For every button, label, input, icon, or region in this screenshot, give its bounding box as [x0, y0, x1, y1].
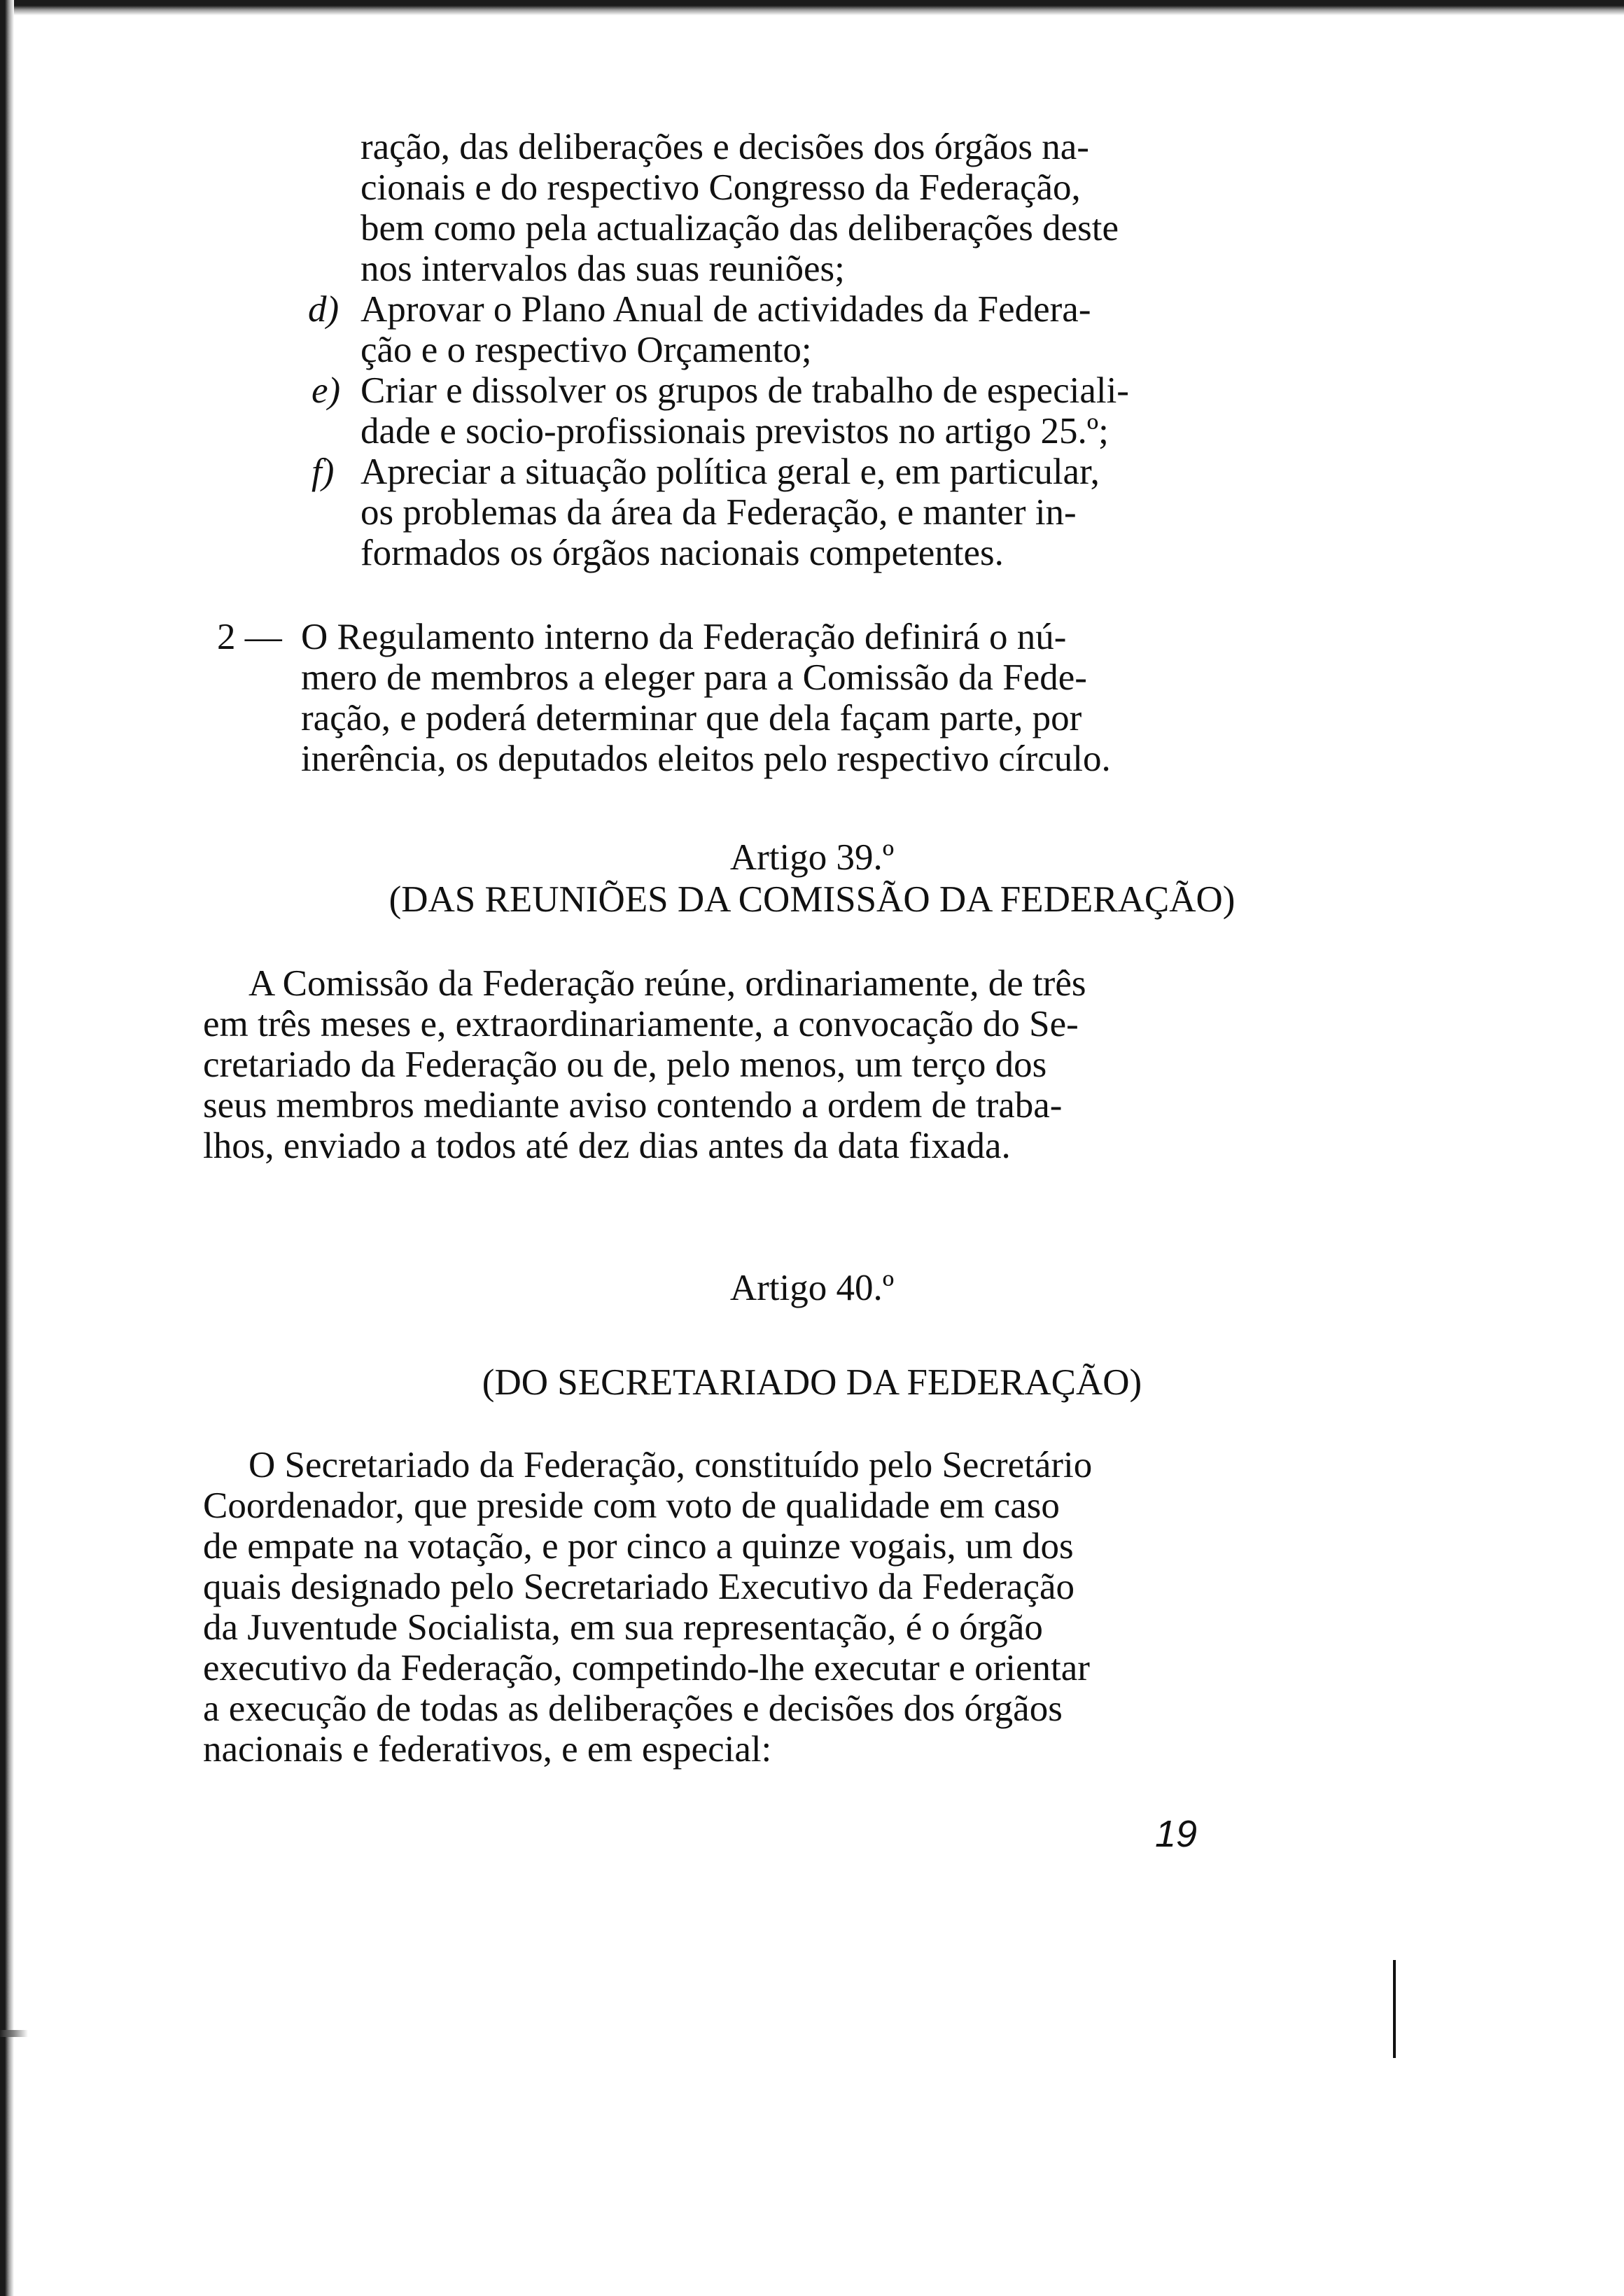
text-line: Aprovar o Plano Anual de actividades da Federa-: [360, 289, 1091, 330]
article-39-title: Artigo 39.º: [729, 837, 895, 878]
text-line: seus membros mediante aviso contendo a ordem de traba-: [203, 1085, 1063, 1126]
text-line: O Secretariado da Federação, constituído pelo Secretário: [248, 1445, 1093, 1485]
text-line: nacionais e federativos, e em especial:: [203, 1729, 772, 1770]
item-label-d: d): [308, 289, 340, 330]
item-label-e: e): [312, 370, 341, 411]
text-line: em três meses e, extraordinariamente, a convocação do Se-: [203, 1004, 1079, 1044]
text-line: da Juventude Socialista, em sua representação, é o órgão: [203, 1607, 1043, 1648]
text-line: cionais e do respectivo Congresso da Federação,: [360, 167, 1081, 208]
article-39-subtitle: (DAS REUNIÕES DA COMISSÃO DA FEDERAÇÃO): [388, 879, 1236, 920]
text-line: ção e o respectivo Orçamento;: [360, 330, 812, 370]
text-line: de empate na votação, e por cinco a quinze vogais, um dos: [203, 1526, 1074, 1567]
text-line: quais designado pelo Secretariado Executivo da Federação: [203, 1567, 1075, 1607]
text-line: ração, das deliberações e decisões dos órgãos na-: [360, 127, 1089, 167]
text-line: lhos, enviado a todos até dez dias antes da data fixada.: [203, 1126, 1011, 1166]
text-line: inerência, os deputados eleitos pelo respectivo círculo.: [301, 738, 1111, 779]
text-line: a execução de todas as deliberações e decisões dos órgãos: [203, 1688, 1063, 1729]
item-label-f: f): [312, 451, 335, 492]
text-line: ração, e poderá determinar que dela façam parte, por: [301, 698, 1082, 738]
text-line: formados os órgãos nacionais competentes.: [360, 533, 1004, 573]
text-line: dade e socio-profissionais previstos no artigo 25.º;: [360, 411, 1109, 451]
text-line: Criar e dissolver os grupos de trabalho de especiali-: [360, 370, 1129, 411]
text-line: mero de membros a eleger para a Comissão da Fede-: [301, 657, 1087, 698]
text-line: nos intervalos das suas reuniões;: [360, 248, 845, 289]
article-40-title: Artigo 40.º: [729, 1268, 895, 1308]
text-line: bem como pela actualização das deliberações deste: [360, 208, 1119, 248]
text-line: Coordenador, que preside com voto de qualidade em caso: [203, 1485, 1060, 1526]
text-line: os problemas da área da Federação, e manter in-: [360, 492, 1077, 533]
page-number: 19: [1155, 1813, 1198, 1855]
text-line: A Comissão da Federação reúne, ordinariamente, de três: [248, 963, 1086, 1004]
text-line: cretariado da Federação ou de, pelo menos, um terço dos: [203, 1044, 1047, 1085]
text-line: O Regulamento interno da Federação definirá o nú-: [301, 617, 1067, 657]
text-line: Apreciar a situação política geral e, em particular,: [360, 451, 1100, 492]
paragraph-number: 2 —: [217, 617, 282, 657]
text-line: executivo da Federação, competindo-lhe executar e orientar: [203, 1648, 1090, 1688]
article-40-subtitle: (DO SECRETARIADO DA FEDERAÇÃO): [482, 1362, 1142, 1403]
